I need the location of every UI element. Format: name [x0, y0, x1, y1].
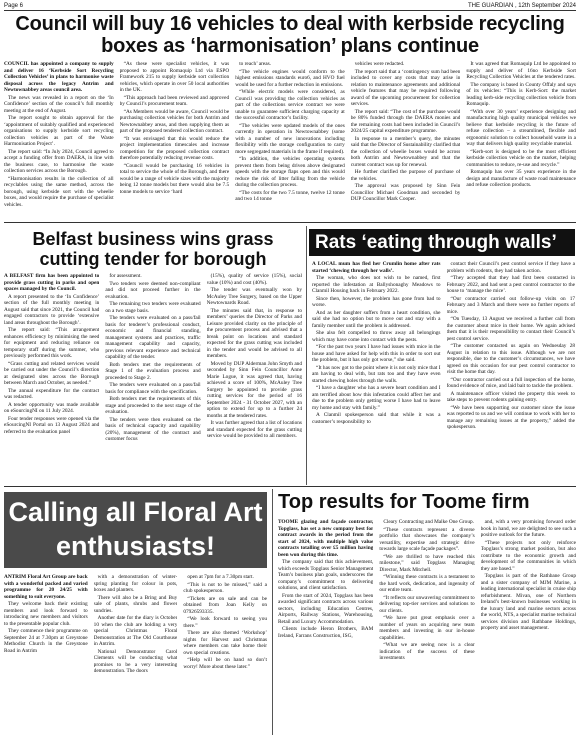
article-paragraph: From the start of 2024, Topglass has been awarded significant contracts across various sectors, including Education Centres, Airports, Railway Stations, Warehousing, Retail and Luxury Accommodation. [278, 592, 374, 625]
article-paragraph: Since then, however, the problem has gone from bad to worse. [312, 295, 441, 308]
article-paragraph: COUNCIL has appointed a company to supply and deliver 16 ‘Kerbside Sort Recycling Collection Vehicles’ in plans to harmonise waste disposal across the legacy Antrim and Newtownabbey areas council area. [4, 61, 114, 93]
article-paragraph: “In addition, the vehicles operating systems prevent them from being driven above designated speeds with the storage flaps open and this would reduce the risk of litter falling from the vehicle during the collection process. [235, 156, 345, 188]
article-paragraph: National Demonstrator Carol Clements will be conducting what promises to be a very interesting demonstration. The doors [93, 648, 178, 674]
article-paragraph: “It reflects our unwavering commitment to delivering top-tier services and solutions to our clients. [379, 594, 475, 614]
article-paragraph: “Kerb-sort is designed to be the most efficient kerbside collection vehicle on the market, helping communities to reduce, re-use and recycle.” [466, 148, 576, 168]
article-paragraph: A LOCAL mum has fled her Crumlin home after rats started ‘chewing through her walls’. [312, 261, 441, 274]
article-paragraph: The minutes said that, in response to members’ queries the Director of Parks and Leisure provided clarity on the principle of the procurement process and advised that a break point on locations and standard expected for the grass cutting was included in the tender and would be advised to all members. [206, 307, 302, 359]
article-paragraph: “On Tuesday, 13 August we received a further call from the customer about mice in their home. We again advised them that it is their responsibility to contact their Council’s pest control service. [446, 316, 575, 342]
article-paragraph: “It was envisaged that this would reduce the project implementation timescales and increase competition for the proposed collection contract therefore potentially reducing revenue costs. [119, 135, 230, 161]
article-paragraph: “We are thrilled to have reached this milestone,” said Topglass Managing Director, Mark Mitchell. [379, 553, 475, 573]
article-paragraph: Two tenders were deemed non-compliant and did not proceed further in the evaluation. [105, 280, 201, 300]
article-paragraph: There are also themed ‘Workshop’ nights for Harvest and Christmas where members can take home their own special creations. [183, 630, 268, 656]
article-paragraph: Topglass is part of the Rathbane Group and a sister company of MJM Marine, a leading international specialist in cruise ship refurbishment. Mivan, one of Northern Ireland’s best-known businesses working in the luxury land and marine sectors across the world, NTS, a specialist marine technical services division and Rathbane Holdings, property and asset management. [480, 573, 576, 631]
article-paragraph: to reach’ areas. [239, 61, 271, 67]
article-paragraph: “These projects not only reinforce Topglass’s strong market position, but also contribute to the economic growth and development of the communities in which they are based.” [480, 539, 576, 572]
article-paragraph: The company is based in County Offaly and says of its vehicles: “This is Kerb-Sort: the market leading kerb-side recycling collection vehicle from Romaquip. [466, 81, 576, 107]
article-paragraph: The report said: “This arrangement enhances efficiency by minimising the need for equipment and reducing reliance on temporary staff during the summer, who previously performed this work. [4, 327, 100, 359]
article-paragraph: She also felt compelled to throw away all belongings which may have come into contact with the pests. [312, 330, 441, 343]
article-column [466, 61, 576, 217]
article-column [4, 273, 99, 481]
article-paragraph: Romaquip has over 35 years experience in the design and manufacture of waste road maintenance and refuse collection products. [466, 169, 576, 188]
article-paragraph: “This approach had been reviewed and approved by Council’s procurement team. [119, 94, 230, 107]
article-column [105, 273, 200, 481]
article-paragraph: with a demonstration of winter-spring planting for colour in pots, boxes and planters. [93, 574, 178, 593]
article-paragraph: In response to a member’s query, the minutes said that the Director of Sustainability clarified that the collection of wheelie boxes would be across both Antrim and Newtownabbey and that the current contract was up for renewal. [350, 135, 461, 168]
article-column [278, 519, 373, 734]
story2-body [4, 273, 302, 481]
article-paragraph: Both tenders met the requirements of this stage and proceeded to the next stage of the evaluation. [105, 396, 201, 415]
article-paragraph: open at 7pm for a 7.30pm start. [187, 574, 254, 580]
article-paragraph: “While electric models were considered, as Council was providing the collection vehicles as part of the collections service contract we were unable to guarantee sufficient charging capacity at the successful contractor’s facility. [235, 89, 345, 121]
article-paragraph: “Our contractor carried out follow-up visits on 17 February and 3 March and there were no further reports of mice. [446, 295, 575, 315]
article-paragraph: “It has now got to the point where it is not only mice that I am having to deal with, but rats too and they have even started chewing holes through the walls. [312, 364, 441, 384]
article-paragraph: (15%), quality of service (15%), social value (10%) and cost (40%). [206, 273, 302, 286]
article-paragraph: “Harmonisation results in the collection of all recyclables using the same method, across the borough, using kerbside sort with the wheelie boxes, and would require the purchase of specialist vehicles. [4, 175, 114, 208]
column-divider [306, 226, 307, 485]
article-paragraph: “They accepted that they had first been contacted in February 2022, and had sent a pest control contractor to the house to ‘manage the mice’. [446, 275, 575, 294]
story4-body [4, 574, 267, 734]
page-header [4, 2, 576, 11]
article-paragraph: Cleary Contracting and Malke One Group. [383, 519, 474, 525]
article-paragraph: “I have a daughter who has a severe heart condition and I am terrified about how this infestation could affect her and due to the problem only getting worse I have had to leave my home and stay with family.” [312, 385, 441, 411]
article-paragraph: “Our contractor carried out a full inspection of the home, found evidence of mice, and laid bait to tackle the problem. [446, 376, 575, 389]
story4-headline: Calling all Floral Art enthusiasts! [4, 492, 267, 568]
article-column [481, 519, 576, 734]
article-paragraph: The tenders were evaluated on a pass/fail basis for tenderer’s professional conduct, economic and financial standing, management systems and practices, traffic management capability and capacity, previous relevant experience and technical capability of the tender. [105, 315, 201, 360]
article-paragraph: and, with a very promising forward order book in hand, we are delighted to see such a positive outlook for the future. [480, 519, 576, 538]
article-paragraph: “What we are seeing now is a clear indication of the success of these investments [379, 642, 475, 661]
article-paragraph: “The customer contacted us again on Wednesday 28 August in relation to this issue. Although we are not responsible, due to the customer’s circumstances, we have agreed on this occasion for our pest control contractor to visit the home that day. [446, 343, 575, 375]
article-paragraph: Clients include Heron Brothers, BAM Ireland, Farrans Construction, ISG, [278, 626, 374, 639]
article-paragraph: “The vehicles were updated models of the ones currently in operation in Newtownabbey (some with a number of new innovations including flexibility with the storage configuration to carry more segregated materials in the frame if required). [235, 122, 345, 155]
article-paragraph: And as her daughter suffers from a heart condition, she said she had no option but to move out and stay with a family member until the problem is addressed. [312, 309, 441, 329]
article-paragraph: The tender was eventually won by McAuley Tree Surgery, based on the Upper Newtownards Road. [206, 287, 302, 306]
article-paragraph: The report said that a ‘contingency sum had been included to cover any costs that may arise in relation to maintenance agreements and additional vehicle features that may be required following award of the upcoming procurement for collection services. [350, 68, 461, 107]
section-divider [4, 222, 576, 223]
article-column [94, 574, 178, 734]
article-paragraph: A maintenance officer visited the property this week to take steps to prevent rodents gaining entry. [446, 390, 575, 403]
article-paragraph: The woman, who does not wish to be named, first reported the infestation at Ballyshonaghy Meadows to Clanmil Housing back in February 2022. [312, 275, 441, 294]
article-paragraph: It was further agreed that a list of locations and standard expected for the grass cutting service would be provided to all members. [206, 420, 302, 439]
story3-body [312, 261, 575, 481]
article-paragraph: vehicles were redacted. [354, 61, 405, 67]
section-divider [4, 486, 576, 487]
article-paragraph: for assessment. [109, 273, 142, 279]
article-column [4, 61, 114, 217]
article-paragraph: The tenders were evaluated on a pass/fail basis for compliance with the specification. [105, 382, 201, 395]
article-column [183, 574, 267, 734]
story3-headline: Rats ‘eating through walls’ [309, 229, 575, 256]
article-paragraph: “As Members would be aware, Council would be purchasing collection vehicles for both Antrim and Newtownabbey areas, and then supplying them as part of the proposed tendered collection contract. [119, 108, 230, 134]
article-paragraph: Both tenders met the requirements of Stage 1 of the evaluation process and proceeded to Stage 2. [105, 361, 201, 381]
article-paragraph: The news was revealed in a report on the ‘In Confidence’ section of the council’s full monthly meeting at the end of August. [4, 94, 114, 114]
article-paragraph: They welcome back their existing members and look forward to introducing new members and visitors to the presentable popular club. [4, 601, 88, 627]
article-column [120, 61, 230, 217]
article-paragraph: “The vehicle engines would conform to the highest emissions standards euro6, and HVO fuel would be used for a further reduction in emissions. [235, 68, 345, 88]
article-column [235, 61, 345, 217]
article-paragraph: “For the past two years I have had issues with mice in the house and have asked for help with this in order to sort out the problem, but it has only got worse,” she said. [312, 344, 441, 363]
article-paragraph: “Tickets are on sale and can be obtained from Joan Kelly on 07926593335. [183, 595, 268, 615]
article-paragraph: A Clanmil spokesperson said that while it was a customer’s responsibility to [312, 412, 441, 425]
article-paragraph: A BELFAST firm has been appointed to provide grass cutting in parks and open spaces managed by the Council. [4, 273, 100, 292]
article-paragraph: The report sought to obtain approval for the ‘appointment of suitably qualified and experienced organisations to supply kerbside sort recycling collection vehicles as part of the Waste Harmonisation Project’. [4, 115, 114, 147]
article-paragraph: A report presented to the ‘In Confidence’ section of the full monthly meeting in August said that since 2021, the Council had engaged contractors to provide ‘extensive land areas throughout the Borough’. [4, 293, 100, 326]
article-paragraph: “Help will be on hand so don’t worry! More about these later.” [183, 657, 268, 670]
article-paragraph: A tender opportunity was made available on eSourcingNI on 11 July 2024. [4, 401, 100, 414]
article-paragraph: The report said: “The cost of the purchase would be 80% funded through the DAERA monies and the remaining costs had been included in Council’s 2024/25 capital expenditure programme. [350, 108, 461, 134]
article-paragraph: The company said that this achievement, which exceeds Topglass Senior Management Team’s business plan goals, underscores the company’s commitment to delivering solutions, and client satisfaction. [278, 559, 374, 591]
article-paragraph: It was agreed that Romaquip Ltd be appointed to supply and deliver of 16no Kerbside Sort Recycling Collection Vehicles at the tendered rates. [466, 61, 576, 80]
article-paragraph: The tenders were then evaluated on the basis of technical capacity and capability (20%), management of the contract and customer focus [105, 416, 201, 442]
article-column [447, 261, 576, 481]
story2-headline: Belfast business wins grass cutting tender for borough [32, 229, 274, 269]
article-paragraph: The report said: “In July 2024, Council agreed to accept a funding offer from DAERA, in line with the business case, to harmonise the waste collection services across the Borough. [4, 148, 114, 174]
page-number: Page 6 [4, 3, 24, 9]
article-paragraph: “We have put great emphasis over a number of years on acquiring new team members and investing in our in-house capabilities. [379, 615, 475, 641]
story1-headline: Council will buy 16 vehicles to deal with kerbside recycling boxes as ‘harmonisation’ plans continue [15, 13, 565, 57]
article-paragraph: The remaining two tenders were evaluated on a two stage basis. [105, 301, 201, 314]
article-paragraph: “We look forward to seeing you there.” [183, 616, 268, 629]
article-paragraph: “Grass cutting and related services would be carried out under the Council’s direction at designated sites across the Borough between March and October, as needed.” [4, 360, 100, 386]
article-paragraph: ANTRIM Floral Art Group are back with a wonderful packed and varied programme for 20 24/25 with something to suit everyone. [4, 574, 88, 600]
article-column [4, 574, 88, 734]
article-paragraph: There will also be a Bring and Buy sale of plants, shrubs and flower sundries. [93, 594, 178, 614]
story5-body [278, 519, 576, 734]
article-paragraph: “Winning these contracts is a testament to the hard work, dedication, and ingenuity of our entire team. [379, 574, 475, 593]
article-paragraph: They commence their programme on September 24 at 7.30pm at Greystone Methodist Church in the Greystone Road in Antrim [4, 628, 88, 654]
article-paragraph: Another date for the diary is October 10 when the club are holding a very special Christmas Floral Demonstration at The Old Courthouse in Antrim. [93, 615, 178, 647]
article-paragraph: Four tender responses were opened via the eSourcingNI Portal on 13 August 2024 and referred to the evaluation panel [4, 415, 100, 435]
article-paragraph: The approval was proposed by Sinn Fein Councillor Michael Goodman and seconded by DUP Councillor Mark Cooper. [350, 183, 461, 202]
article-paragraph: The annual expenditure for the contract was redacted. [4, 387, 100, 400]
column-divider [272, 489, 273, 735]
article-paragraph: TOOME glazing and façade contractor, Topglass, has set a new company best for contract awards in the period from the start of 2024, with multiple high value contracts totalling over £5 million having been won during this time. [278, 519, 374, 558]
article-column [351, 61, 461, 217]
story5-headline: Top results for Toome firm [278, 491, 530, 513]
article-column [207, 273, 302, 481]
story1-body [4, 61, 576, 217]
article-paragraph: “With over 30 years’ experience designing and manufacturing high quality municipal vehicles we believe that kerbside recycling is the future of refuse collection – a streamlined, flexible and ergonomic solution to collect household waste in a way that delivers high quality recyclable material. [466, 108, 576, 147]
article-paragraph: “This is not to be missed,” said a club spokesperson. [183, 581, 268, 594]
article-paragraph: “These contracts represent a diverse portfolio that showcases the company’s versatility, expertise and strategic drive towards large scale façade packages”. [379, 526, 475, 552]
publication-dateline: THE GUARDIAN , 12th September 2024 [467, 3, 576, 9]
article-paragraph: “The costs for the two 7.5 tonne, twelve 12 tonne and two 14 tonne [235, 189, 345, 202]
article-paragraph: contact their Council’s pest control service if they have a problem with rodents, they had taken action. [446, 261, 575, 274]
article-column [379, 519, 474, 734]
article-paragraph: Moved by DUP Alderman John Smyth and seconded by Sinn Fein Councillor Anne Marie Logue, it was agreed that, having achieved a score of 100%, McAuley Tree Surgery be appointed to provide grass cutting services for the period of 16 September 2024 - 31 October 2027, with an option to extend for up to a further 24 months at the tendered rates. [206, 360, 302, 419]
article-column [312, 261, 441, 481]
article-paragraph: “As these were specialist vehicles, it was proposed to appoint Romaquip Ltd via ESPO Framework 215 to supply kerbside sort collection vehicles, which operate in over 50 local authorities in the UK. [119, 61, 230, 93]
article-paragraph: He further clarified the purpose of purchase of the vehicles. [350, 169, 461, 182]
article-paragraph: “Council would be purchasing 16 vehicles in total to service the whole of the Borough, and there would be a range of vehicle sizes with the majority being 12 tonne models but there would also be 7.5 tonne models to service ‘hard [119, 162, 230, 195]
article-paragraph: “We have been supporting our customer since the issue was reported to us and we will continue to work with her to manage any remaining issues at the property,” added the spokesperson. [446, 404, 575, 430]
